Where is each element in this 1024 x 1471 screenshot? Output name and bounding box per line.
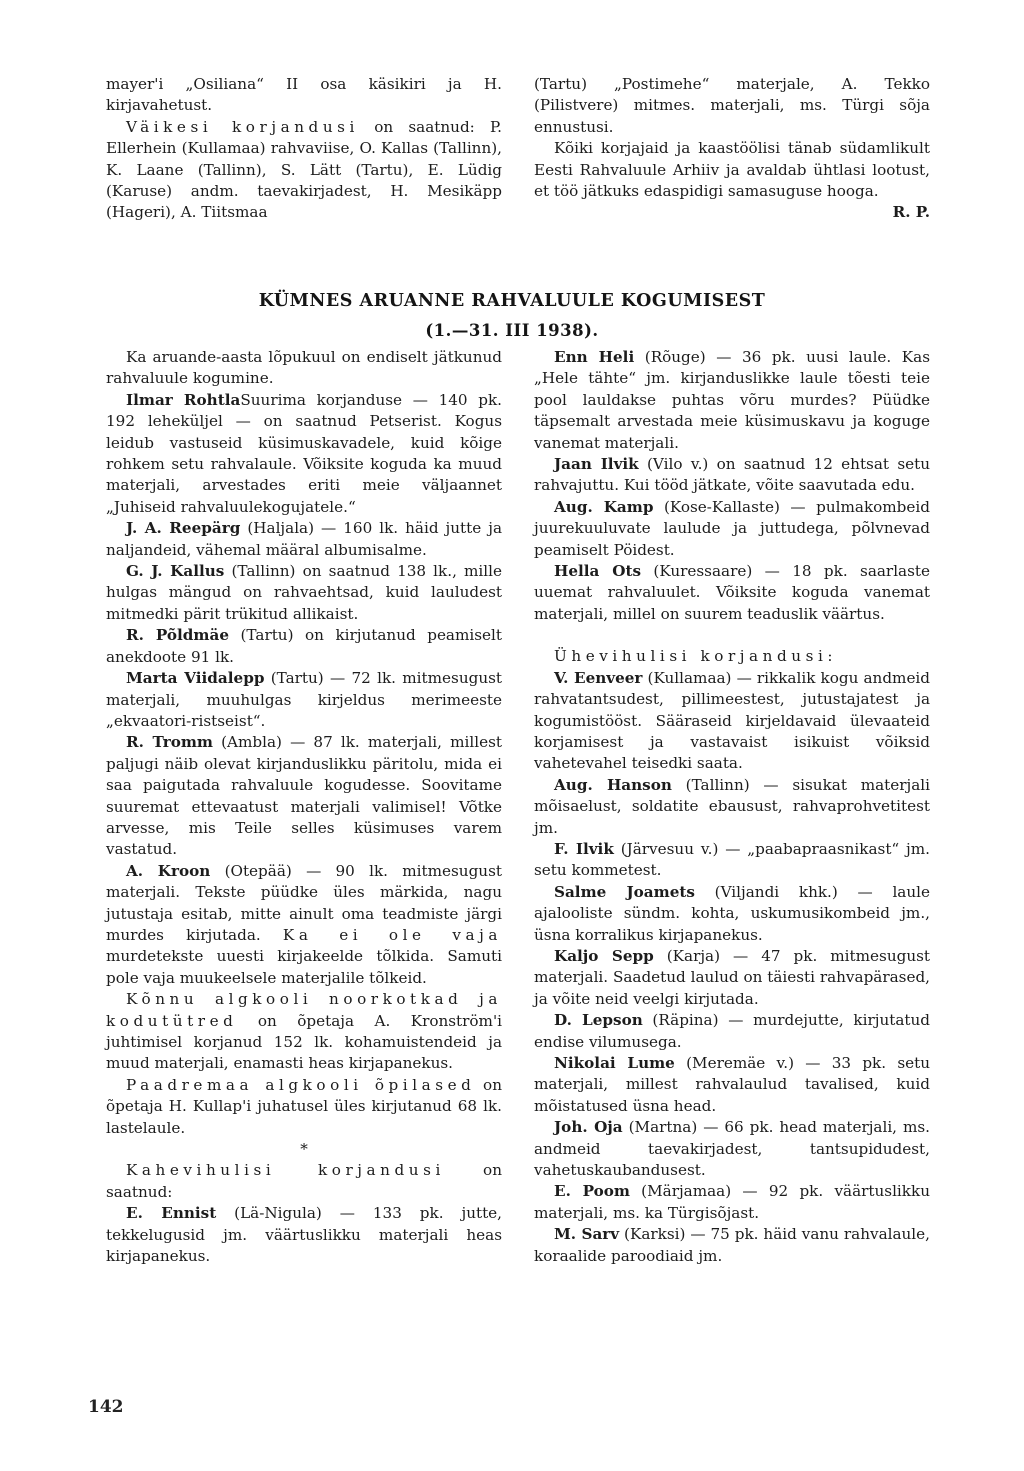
collector-name: V. Eenveer: [554, 668, 643, 687]
paragraph-text: mayer'i „Osiliana“ II osa käsikiri ja H. kirjavahetust.: [106, 75, 502, 115]
spaced-phrase: Väikesi korjandusi: [126, 117, 359, 136]
collector-name: R. Põldmäe: [126, 626, 229, 645]
paragraph-text: (Meremäe v.) — 33 pk. setu materjali, millest rahvalaulud tavalised, kuid mõistatused üsna head.: [534, 1054, 930, 1115]
collector-name: Jaan Ilvik: [554, 455, 639, 474]
paragraph-text: (Kuressaare) — 18 pk. saarlaste uuemat rahvaluulet. Võiksite koguda vanemat materjali, millel on suurem teaduslik väärtus.: [534, 562, 930, 623]
paragraph: [534, 775, 930, 839]
paragraph: [106, 74, 502, 117]
report-heading: [0, 286, 1024, 346]
paragraph-text: (Märjamaa) — 92 pk. väärtuslikku materjali, ms. ka Türgisõjast.: [534, 1182, 930, 1222]
paragraph: [106, 347, 502, 390]
paragraph: [106, 1075, 502, 1139]
paragraph: [534, 1224, 930, 1267]
paragraph-text: (Kullamaa) — rikkalik kogu andmeid rahvatantsudest, pillimeestest, jutustajatest ja kogumistööst. Sääraseid kirjeldavaid ülevaateid korjamisest ja vastavaist isikuist võiksid vahetevahel teisedki saata.: [534, 668, 931, 773]
paragraph: [106, 390, 502, 518]
paragraph: [106, 518, 502, 561]
paragraph-text: on õpetaja A. Kronström'i juhtimisel korjanud 152 lk. kohamuistendeid ja muud materjali, enamasti heas kirjapanekus.: [106, 1011, 502, 1073]
paragraph: [106, 117, 502, 224]
spaced-phrase: Kahevihulisi korjandusi: [126, 1161, 445, 1180]
collector-name: F. Ilvik: [554, 839, 614, 858]
paragraph-text: *: [300, 1140, 308, 1159]
right-column: [534, 347, 930, 1267]
page-number: 142: [88, 1397, 124, 1417]
paragraph-text: (Tartu) on kirjutanud peamiselt anekdoote 91 lk.: [106, 626, 502, 666]
paragraph: [534, 646, 930, 667]
paragraph-text: (Räpina) — murdejutte, kirjutatud endise vilumusega.: [534, 1011, 931, 1051]
paragraph: [106, 989, 502, 1075]
paragraph: [534, 74, 930, 138]
paragraph-text: (Rõuge) — 36 pk. uusi laule. Kas „Hele tähte“ jm. kirjanduslikke laule tõesti teie pool lauldakse puhtas võru murdes? Püüdke täpsemalt arvestada meie küsimuskavu ja koguge vanemat materjali.: [534, 348, 930, 452]
paragraph-text: on õpetaja H. Kullap'i juhatusel üles kirjutanud 68 lk. lastelaule.: [106, 1075, 502, 1137]
collector-name: Ilmar Rohtla: [126, 390, 241, 409]
top-right-column: [534, 74, 930, 224]
paragraph-text: (Tartu) — 72 lk. mitmesugust materjali, muuhulgas kirjeldus merimeeste „ekvaatori-ristseist“.: [106, 669, 502, 730]
left-column: [106, 347, 502, 1267]
paragraph: [534, 202, 930, 223]
paragraph-text: (Martna) — 66 pk. head materjali, ms. andmeid taevakirjadest, tantsupidudest, vahetuskaubandusest.: [534, 1118, 930, 1180]
paragraph: [534, 497, 930, 561]
paragraph: [106, 1139, 502, 1160]
paragraph: [534, 946, 930, 1010]
spaced-phrase: Ühevihulisi korjandusi:: [554, 647, 838, 666]
top-left-column: [106, 74, 502, 224]
paragraph: [106, 1160, 502, 1203]
paragraph-text: (Vilo v.) on saatnud 12 ehtsat setu rahvajuttu. Kui tööd jätkate, võite saavutada edu.: [534, 455, 930, 495]
collector-name: Hella Ots: [554, 562, 642, 581]
paragraph-text: on saatnud: P. Ellerhein (Kullamaa) rahvaviise, O. Kallas (Tallinn), K. Laane (Tallinn), S. Lätt (Tartu), E. Lüdig (Karuse) andm. taevakirjadest, H. Mesikäpp (Hageri), A. Tiitsmaa: [106, 117, 502, 222]
report-title: KÜMNES ARUANNE RAHVALUULE KOGUMISEST: [258, 291, 766, 311]
paragraph: [534, 1117, 930, 1181]
paragraph-text: on saatnud:: [106, 1161, 502, 1201]
paragraph: [106, 561, 502, 625]
collector-name: A. Kroon: [126, 861, 211, 880]
paragraph-text: (Karksi) — 75 pk. häid vanu rahvalaule, koraalide paroodiaid jm.: [534, 1225, 930, 1265]
paragraph-text: (Viljandi khk.) — laule ajalooliste sündm. kohta, uskumusikombeid jm., üsna korralikus kirjapanekus.: [534, 882, 930, 944]
paragraph: [534, 625, 930, 646]
paragraph: [534, 561, 930, 625]
collector-name: Joh. Oja: [554, 1118, 623, 1137]
paragraph: [106, 861, 502, 989]
paragraph-text: (Tartu) „Postimehe“ materjale, A. Tekko (Pilistvere) mitmes. materjali, ms. Türgi sõja ennustusi.: [534, 75, 930, 136]
collector-name: Aug. Kamp: [554, 497, 654, 516]
paragraph: [106, 1203, 502, 1267]
collector-name: M. Sarv: [554, 1225, 620, 1244]
paragraph: [106, 732, 502, 860]
paragraph: [534, 454, 930, 497]
paragraph-text: (Ambla) — 87 lk. materjali, millest paljugi näib olevat kirjanduslikku päritolu, mida ei saa paigutada rahvaluule kogudesse. Soovitame suuremat ettevaatust materjali valimisel! Võtke arvesse, mis Teile selles küsimuses varem vastatud.: [106, 733, 502, 859]
paragraph-text: (Tallinn) on saatnud 138 lk., mille hulgas mängud on rahvaehtsad, kuid lauludest mitmedki pärit trükitud allikaist.: [106, 562, 502, 623]
paragraph: [534, 1181, 930, 1224]
spaced-phrase: Ka ei ole vaja: [282, 925, 502, 944]
spaced-phrase: Paadremaa algkooli õpilased: [126, 1075, 476, 1094]
collector-name: Marta Viidalepp: [126, 669, 265, 688]
paragraph: [534, 668, 930, 775]
paragraph-text: (Järvesuu v.) — „paabapraasnikast“ jm. setu kommetest.: [534, 839, 930, 880]
collector-name: Enn Heli: [554, 348, 635, 366]
collector-name: E. Poom: [554, 1182, 630, 1201]
collector-name: Nikolai Lume: [554, 1054, 675, 1072]
paragraph-text: (Tallinn) — sisukat materjali mõisaelust, soldatite ebausust, rahvaprohvetitest jm.: [534, 775, 930, 837]
paragraph-text: (Haljala) — 160 lk. häid jutte ja naljandeid, vähemal määral albumisalme.: [106, 519, 503, 559]
collector-name: Kaljo Sepp: [554, 946, 654, 965]
paragraph: [106, 625, 502, 668]
collector-name: R. Tromm: [126, 733, 213, 752]
report-subtitle: (1.—31. III 1938).: [425, 321, 599, 340]
paragraph: [534, 839, 930, 882]
spaced-phrase: Kõnnu algkooli noorkotkad ja kodutütred: [106, 990, 502, 1030]
paragraph: [534, 138, 930, 202]
collector-name: J. A. Reepärg: [126, 519, 241, 538]
paragraph: [534, 1010, 930, 1053]
paragraph-text: Ka aruande-aasta lõpukuul on endiselt jätkunud rahvaluule kogumine.: [106, 348, 502, 388]
collector-name: Salme Joamets: [554, 882, 695, 901]
paragraph-text: (Karja) — 47 pk. mitmesugust materjali. Saadetud laulud on täiesti rahvapärased, ja võite neid veelgi kirjutada.: [534, 946, 931, 1008]
paragraph: [534, 347, 930, 454]
paragraph: [534, 1053, 930, 1117]
collector-name: R. P.: [892, 203, 930, 222]
paragraph-text: Suurima korjanduse — 140 pk. 192 leheküljel — on saatnud: [106, 390, 503, 431]
paragraph-text: (Lä-Nigula) — 133 pk. jutte, tekkelugusid jm. väärtuslikku materjali heas kirjapanekus.: [106, 1204, 502, 1266]
paragraph-text: murdetekste uuesti kirjakeelde tõlkida. Samuti pole vaja muukeelsele materjalile tõlkeid.: [106, 947, 502, 987]
paragraph-text: (Otepää) — 90 lk. mitmesugust materjali. Tekste püüdke üles märkida, nagu jutustaja esitab, mitte ainult oma teadmiste järgi murdes kirjutada.: [106, 861, 502, 944]
collector-name: E. Ennist: [126, 1204, 217, 1223]
collector-name: Aug. Hanson: [554, 775, 672, 794]
paragraph-text: Kõiki korjajaid ja kaastöölisi tänab südamlikult Eesti Rahvaluule Arhiiv ja avaldab ühtlasi lootust, et töö jätkuks edaspidigi samasuguse hooga.: [534, 139, 930, 201]
collector-name: D. Lepson: [554, 1011, 643, 1030]
paragraph: [534, 882, 930, 946]
collector-name: G. J. Kallus: [126, 562, 225, 581]
paragraph-text: Petserist. Kogus leidub vastuseid küsimuskavadele, kuid kõige rohkem setu rahvalaule. Võiksite koguda ka muud materjali, arvestades eriti meie väljaannet „Juhiseid rahvaluulekogujatele.“: [106, 412, 502, 516]
paragraph-text: (Kose-Kallaste) — pulmakombeid juurekuuluvate laulude ja juttudega, põlvnevad peamiselt Pöidest.: [534, 497, 930, 559]
paragraph: [106, 668, 502, 732]
